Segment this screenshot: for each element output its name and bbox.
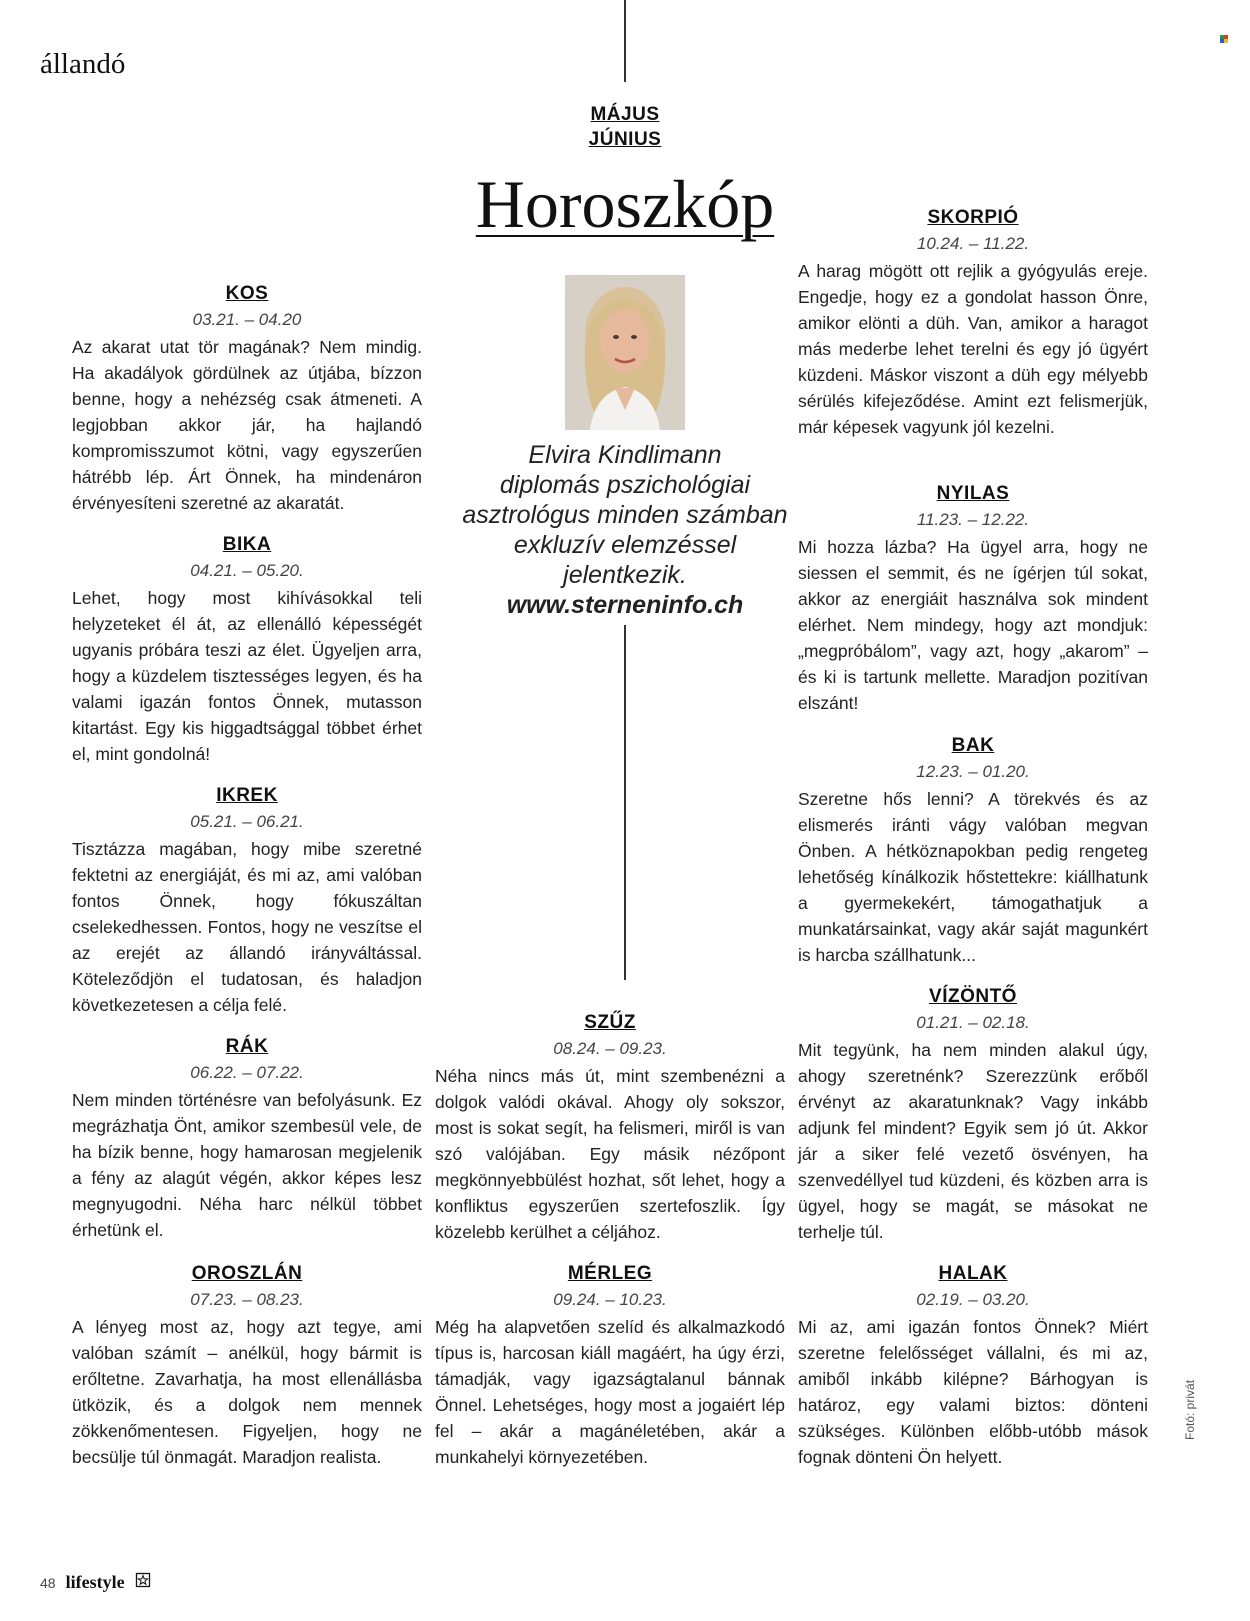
sign-name: MÉRLEG — [567, 1263, 653, 1284]
sign-ikrek — [72, 782, 422, 1018]
sign-text: Mi az, ami igazán fontos Önnek? Miért szeretne felelősséget vállalni, és mi az, amiből inkább kilépne? Bárhogyan is határoz, egy valami biztos: dönteni szükséges. Különben előbb-utóbb mások fognak dönteni Ön helyett. — [798, 1317, 1148, 1467]
sign-name: RÁK — [225, 1036, 269, 1057]
author-bio-line: asztrológus minden számban — [462, 501, 788, 529]
page-title: Horoszkóp — [475, 166, 775, 242]
sign-name: VÍZÖNTŐ — [929, 986, 1017, 1007]
sign-dates: 04.21. – 05.20. — [190, 561, 304, 580]
sign-vizonto — [798, 983, 1148, 1245]
sign-text: Mi hozza lázba? Ha ügyel arra, hogy ne siessen el semmit, és ne ígérjen túl sokat, akkor az energiáit használva sok mindent elérhet. Nem mindegy, hogy azt mondjuk: „megpróbálom”, vagy azt, hogy „akarom” – és ki is tartunk mellette. Maradjon pozitívan elszánt! — [798, 537, 1148, 713]
corner-mark-icon — [1220, 30, 1228, 38]
sign-skorpio — [798, 204, 1148, 440]
sign-text: Az akarat utat tör magának? Nem mindig. Ha akadályok gördülnek az útjába, bízzon benne, hogy a nehézség csak átmeneti. A legjobban akkor jár, ha hajlandó kompromisszumot kötni, vagy egyszerűen hátrébb lép. Árt Önnek, ha mindenáron érvényesíteni szeretné az akaratát. — [72, 337, 422, 513]
sign-dates: 08.24. – 09.23. — [553, 1039, 667, 1058]
page-number: 48 — [40, 1574, 56, 1591]
sign-text: A lényeg most az, hogy azt tegye, ami valóban számít – anélkül, hogy bármit is erőltetne. Zavarhatja, ha most ellenállásba ütközik, és a dolgok nem mennek zökkenőmentesen. Figyeljen, hogy ne becsülje túl önmagát. Maradjon realista. — [72, 1317, 422, 1467]
month-label: MÁJUS — [590, 104, 660, 125]
sign-text: Még ha alapvetően szelíd és alkalmazkodó típus is, harcosan kiáll magáért, ha úgy érzi, támadják, vagy igazságtalanul bánnak Önnel. Lehetséges, hogy most a jogaiért lép fel – akár a magánéletében, akár a munkahelyi környezetében. — [435, 1317, 785, 1467]
author-bio-line: Elvira Kindlimann — [528, 441, 722, 469]
magazine-brand: lifestyle — [65, 1572, 125, 1592]
sign-rak — [72, 1033, 422, 1243]
photo-credit: Fotó: privát — [1183, 1379, 1197, 1440]
author-photo — [565, 275, 685, 430]
sign-dates: 05.21. – 06.21. — [190, 812, 304, 831]
sign-name: OROSZLÁN — [191, 1263, 303, 1284]
sign-dates: 03.21. – 04.20 — [192, 310, 302, 329]
sign-name: NYILAS — [936, 483, 1010, 504]
sign-name: IKREK — [216, 785, 278, 806]
sign-text: Szeretne hős lenni? A törekvés és az elismerés iránti vágy valóban megvan Önben. A hétköznapokban pedig rengeteg lehetőség kínálkozik hőstettekre: kiállhatunk a gyermekekért, támogathatjuk a munkatársainkat, vagy akár saját magunkért is harcba szállhatunk... — [798, 789, 1148, 965]
sign-name: BAK — [951, 735, 995, 756]
sign-bak — [798, 732, 1148, 968]
sign-text: Néha nincs más út, mint szembenézni a dolgok valódi okával. Ahogy oly sokszor, most is sokat segít, ha felismeri, miről is van szó valójában. Egy másik nézőpont megkönnyebbülést hozhat, sőt lehet, hogy a konfliktus egyszerűen szertefoszlik. Így közelebb kerülhet a céljához. — [435, 1066, 785, 1242]
sign-dates: 01.21. – 02.18. — [916, 1013, 1030, 1032]
sign-text: A harag mögött ott rejlik a gyógyulás ereje. Engedje, hogy ez a gondolat hasson Önre, amikor elönti a düh. Van, amikor a haragot más mederbe lehet terelni és egy jó ügyért küzdeni. Máskor viszont a düh egy mélyebb sérülés kifejeződése. Amint ezt felismerjük, már képesek vagyunk jól kezelni. — [798, 261, 1148, 437]
sign-name: HALAK — [938, 1263, 1008, 1284]
sign-oroszlan — [72, 1260, 422, 1470]
author-website-link[interactable]: www.sterneninfo.ch — [506, 591, 744, 619]
sign-bika — [72, 531, 422, 767]
divider-line-top — [624, 0, 626, 82]
sign-name: SKORPIÓ — [927, 207, 1019, 228]
sign-dates: 09.24. – 10.23. — [553, 1290, 667, 1309]
author-bio-line: diplomás pszichológiai — [499, 471, 751, 499]
page-footer — [40, 1572, 151, 1593]
section-label: állandó — [40, 48, 126, 80]
month-label: JÚNIUS — [588, 129, 662, 150]
author-bio-line: jelentkezik. — [563, 561, 687, 589]
sign-merleg — [435, 1260, 785, 1470]
sign-text: Mit tegyünk, ha nem minden alakul úgy, ahogy szeretnénk? Szerezzünk erőből érvényt az akaratunknak? Vagy inkább adjunk fel mindent? Egyik sem jó út. Akkor jár a siker felé vezető ösvényen, ha szenvedéllyel tud küzdeni, és közben arra is ügyel, hogy se magát, se másokat ne terhelje túl. — [798, 1040, 1148, 1242]
sign-text: Tisztázza magában, hogy mibe szeretné fektetni az energiáját, és mi az, ami valóban fontos Önnek, hogy fókuszáltan cselekedhessen. Fontos, hogy ne veszítse el az erejét az állandó irányváltással. Köteleződjön el tudatosan, és haladjon következetesen a célja felé. — [72, 839, 422, 1015]
sign-dates: 11.23. – 12.22. — [916, 510, 1030, 529]
sign-kos — [72, 280, 422, 516]
sign-text: Lehet, hogy most kihívásokkal teli helyzeteket él át, az ellenálló képességét ugyanis próbára teszi az élet. Ügyeljen arra, hogy a küzdelem tisztességes legyen, és ha valami igazán fontos Önnek, mutasson kitartást. Egy kis higgadtsággal többet érhet el, mint gondolná! — [72, 588, 422, 764]
author-bio-line: exkluzív elemzéssel — [513, 531, 737, 559]
sign-dates: 10.24. – 11.22. — [916, 234, 1030, 253]
divider-line-middle — [624, 625, 626, 980]
sign-dates: 02.19. – 03.20. — [916, 1290, 1030, 1309]
sign-szuz — [435, 1009, 785, 1245]
sign-dates: 12.23. – 01.20. — [916, 762, 1030, 781]
sign-text: Nem minden történésre van befolyásunk. Ez megrázhatja Önt, amikor szembesül vele, de ha bízik benne, hogy hamarosan megjelenik a fény az alagút végén, akkor képes lesz megnyugodni. Néha harc nélkül többet érhetünk el. — [72, 1090, 422, 1240]
sign-dates: 06.22. – 07.22. — [190, 1063, 304, 1082]
sign-dates: 07.23. – 08.23. — [190, 1290, 304, 1309]
sign-name: BIKA — [222, 534, 272, 555]
author-bio — [440, 440, 810, 620]
sign-name: SZŰZ — [584, 1012, 636, 1033]
star-icon — [135, 1572, 151, 1593]
sign-halak — [798, 1260, 1148, 1470]
sign-name: KOS — [225, 283, 269, 304]
sign-nyilas — [798, 480, 1148, 716]
